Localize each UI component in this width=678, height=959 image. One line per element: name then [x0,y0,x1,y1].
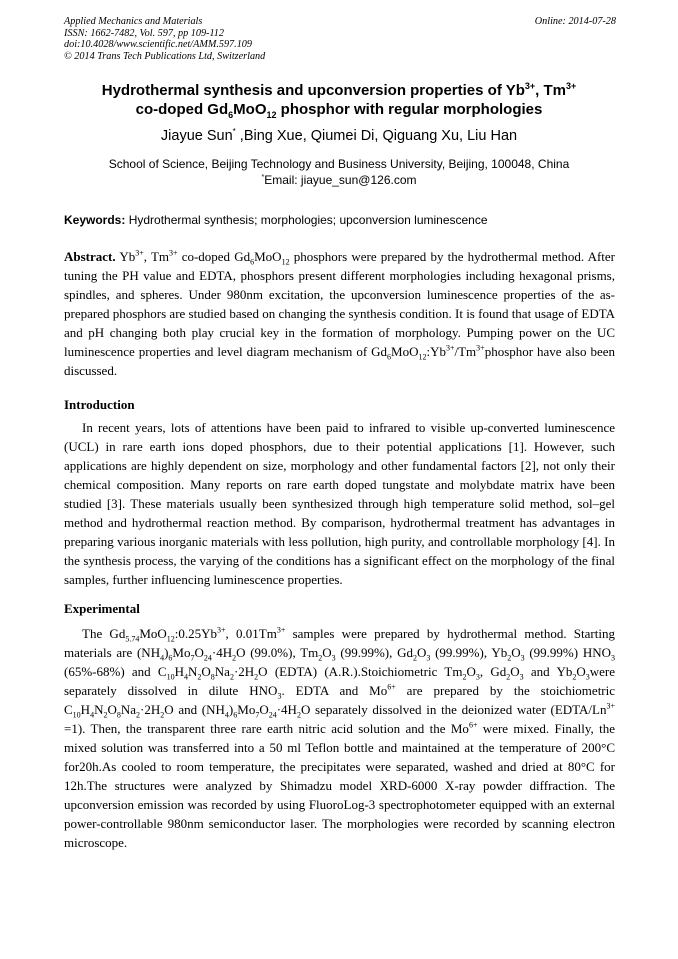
introduction-paragraph: In recent years, lots of attentions have been paid to infrared to visible up-converted luminescence (UCL) in rare earth ions doped phosphors, due to their potential applications [1]. However, such applications are highly dependent on size, morphology and other fundamental factors [2], not only their chemical composition. Many reports on rare earth doped tungstate and molybdate matrix have been studied [3]. These materials usually been synthesized through high temperature solid method, sol–gel method and hydrothermal reaction method. By comparison, hydrothermal treatment has advantages in preparing various inorganic materials with less pollution, high purity, and controllable morphology [4]. In the synthesis process, the varying of the conditions has a significant effect on the morphology of the final samples, further influencing luminescence properties. [64,420,615,587]
affiliation-email: *Email: jiayue_sun@126.com [261,173,417,187]
journal-header [64,16,616,62]
keywords-label: Keywords: [64,213,126,227]
affiliation [40,156,638,188]
keywords-text: Hydrothermal synthesis; morphologies; upconversion luminescence [125,213,488,227]
experimental-heading: Experimental [64,601,140,616]
doi-line: doi:10.4028/www.scientific.net/AMM.597.109 [64,39,252,51]
keywords [64,212,624,228]
introduction-heading: Introduction [64,397,135,412]
experimental-paragraph: The $Gd_{5.74}MoO_{12}:0.25Yb^{3+}$, $0.01Tm^{3+}$ samples were prepared by hydrothermal method. Starting materials are $(NH_4)_6Mo_7O_{24}\cdot 4H_2O$ (99.0%), $Tm_2O_3$ (99.99%), $Gd_2O_3$ (99.99%), $Yb_2O_3$ (99.99%) $HNO_3$ (65%-68%) and $C_{10}H_4N_2O_8Na_2\cdot 2H_2O$ (EDTA) (A.R.).Stoichiometric $Tm_2O_3$, $Gd_2O_3$ and $Yb_2O_3were$ separately dissolved in dilute $HNO_3$. EDTA and $Mo^{6+}$ are prepared by the stoichiometric $C_{10}H_4N_2O_8Na_2\cdot 2H_2O$ and $(NH_4)_6Mo_7O_{24}\cdot 4H_2O$ separately dissolved in the deionized water $(EDTA/Ln^{3+} =1)$. Then, the transparent three rare earth nitric acid solution and the $Mo^{6+}$ were mixed. Finally, the mixed solution was transferred into a 50 ml Teflon bottle and maintained at the temperature of 200°C for20h.As cooled to room temperature, the precipitates were separated, washed and dried at 80°C for 12h.The structures were analyzed by Shimadzu model XRD-6000 X-ray powder diffraction. The upconversion emission was recorded by using FluoroLog-3 spectrophotometer equipped with an external power-controllable 980nm semiconductor laser. The morphologies were recorded by scanning electron microscope. [64,625,616,850]
affiliation-school: School of Science, Beijing Technology and Business University, Beijing, 100048, China [108,157,570,171]
journal-name: Applied Mechanics and Materials [64,16,203,27]
abstract-paragraph: Abstract. $Yb^{3+}$, $Tm^{3+}$ co-doped $Gd_6MoO_{12}$ phosphors were prepared by the hydrothermal method. After tuning the PH value and EDTA, phosphors present different morphologies including hexagonal prisms, spindles, and spheres. Under 980nm excitation, the upconversion luminescence properties of the as-prepared phosphors are studied based on changing the synthesis condition. It is found that usage of EDTA and pH changing both play crucial key in the formation of morphology. Pumping power on the UC luminescence properties and level diagram mechanism of $Gd_6MoO_{12}:Yb^{3+}/Tm^{3+}phosphor$ have also been discussed. [64,248,616,378]
paper-title: Hydrothermal synthesis and upconversion properties of $Yb^{3+}$, $Tm^{3+}$ co-doped $Gd_6MoO_{12}$ phosphor with regular morphologies [101,81,577,120]
abstract-label: Abstract. [64,249,116,264]
online-date: Online: 2014-07-28 [534,16,616,27]
author-list: Jiayue Sun* ,Bing Xue, Qiumei Di, Qiguang Xu, Liu Han [160,127,518,144]
issn-line: ISSN: 1662-7482, Vol. 597, pp 109-112 [64,27,224,39]
copyright-line: © 2014 Trans Tech Publications Ltd, Switzerland [64,50,266,62]
